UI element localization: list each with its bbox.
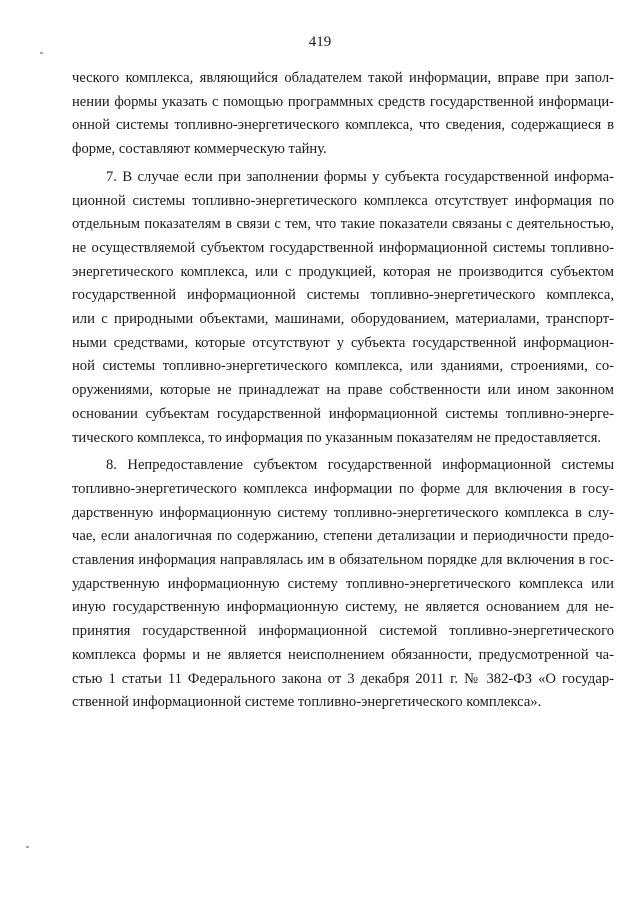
text-line: онной системы топливно-энергетического комплекса, что сведения, содержащиеся в bbox=[72, 117, 614, 134]
text-line: дарственную информационную систему топливно-энергетического комплекса в слу- bbox=[72, 504, 614, 521]
text-line: ционной системы топливно-энергетического комплекса отсутствует информация по bbox=[72, 192, 614, 209]
body-text bbox=[72, 67, 614, 719]
text-line: ственной информационной системе топливно-энергетического комплекса». bbox=[72, 694, 542, 711]
text-line: иную государственную информационную систему, не является основанием для не- bbox=[72, 599, 614, 616]
text-line: ставления информация направлялась им в обязательном порядке для включения в гос- bbox=[72, 552, 614, 569]
page-number: 419 bbox=[308, 34, 332, 50]
text-line: тического комплекса, то информация по указанным показателям не предоставляется. bbox=[72, 429, 602, 446]
text-line: энергетического комплекса, или с продукцией, которая не производится субъектом bbox=[72, 263, 614, 280]
text-line: основании субъектам государственной информационной системы топливно-энерге- bbox=[72, 405, 614, 422]
scan-speck bbox=[26, 846, 29, 848]
text-line: оружениями, которые не принадлежат на праве собственности или ином законном bbox=[72, 382, 614, 399]
text-line: ческого комплекса, являющийся обладателем такой информации, вправе при запол- bbox=[72, 70, 614, 86]
paragraph-item-8 bbox=[72, 454, 614, 715]
text-line: комплекса формы и не является неисполнением обязанности, предусмотренной ча- bbox=[72, 646, 614, 663]
text-line: чае, если аналогичная по содержанию, степени детализации и периодичности предо- bbox=[72, 528, 614, 545]
paragraph-continuation bbox=[72, 67, 614, 162]
text-line: форме, составляют коммерческую тайну. bbox=[72, 141, 327, 158]
text-line: ной системы топливно-энергетического комплекса, или зданиями, строениями, со- bbox=[72, 358, 614, 375]
text-line: 8. Непредоставление субъектом государственной информационной системы bbox=[106, 457, 614, 474]
text-line: нении формы указать с помощью программных средств государственной информаци- bbox=[72, 93, 614, 110]
text-line: стью 1 статьи 11 Федерального закона от 3 декабря 2011 г. № 382-ФЗ «О государ- bbox=[72, 670, 614, 687]
text-line: ударственную информационную систему топливно-энергетического комплекса или bbox=[72, 575, 614, 592]
scan-speck bbox=[40, 52, 43, 54]
text-line: ными средствами, которые отсутствуют у субъекта государственной информацион- bbox=[72, 334, 614, 351]
paragraph-item-7 bbox=[72, 166, 614, 450]
text-line: или с природными объектами, машинами, оборудованием, материалами, транспорт- bbox=[72, 311, 614, 328]
text-line: 7. В случае если при заполнении формы у субъекта государственной информа- bbox=[106, 168, 614, 185]
text-line: отдельным показателям в связи с тем, что такие показатели связаны с деятельностью, bbox=[72, 216, 614, 233]
text-line: топливно-энергетического комплекса информации по форме для включения в госу- bbox=[72, 480, 614, 497]
text-line: государственной информационной системы топливно-энергетического комплекса, bbox=[72, 287, 614, 304]
text-line: не осуществляемой субъектом государственной информационной системы топливно- bbox=[72, 239, 614, 256]
text-line: принятия государственной информационной системой топливно-энергетического bbox=[72, 623, 614, 640]
